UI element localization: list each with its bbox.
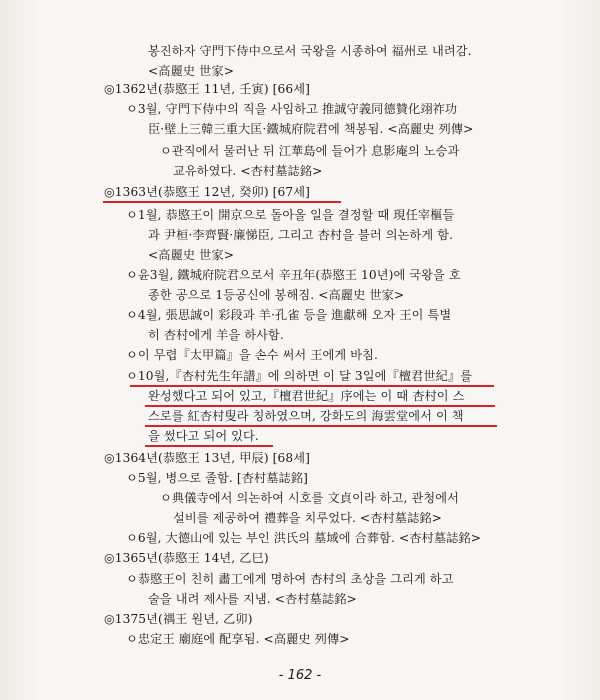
- highlighted-text-line: 완성했다고 되어 있고,『檀君世紀』序에는 이 때 杏村이 스: [148, 389, 465, 403]
- text-line: 과 尹桓·李齊賢·廉悌臣, 그리고 杏村을 불러 의논하게 함.: [148, 228, 454, 242]
- page-number: - 162 -: [278, 668, 322, 683]
- text-line: ㅇ윤3월, 鐵城府院君으로서 辛丑年(恭愍王 10년)에 국왕을 호: [126, 268, 461, 282]
- text-line: 교유하였다. <杏村墓誌銘>: [173, 164, 323, 178]
- red-underline: [145, 445, 273, 447]
- red-underline: [145, 425, 497, 427]
- text-line: 히 杏村에게 羊을 하사함.: [148, 328, 284, 342]
- text-line: ㅇ5월, 병으로 졸함. [杏村墓誌銘]: [126, 471, 308, 485]
- highlighted-text-line: 을 썼다고 되어 있다.: [148, 429, 259, 443]
- text-line: 설비를 제공하여 禮葬을 치루었다. <杏村墓誌銘>: [173, 511, 442, 525]
- year-heading-1375: ◎1375년(禑王 원년, 乙卯): [104, 612, 253, 626]
- text-line-source: <高麗史 世家>: [148, 248, 235, 262]
- year-heading-1362: ◎1362년(恭愍王 11년, 壬寅) [66세]: [104, 82, 310, 96]
- text-line: ㅇ관직에서 물러난 뒤 江華島에 들어가 息影庵의 노승과: [160, 144, 460, 158]
- text-line: ㅇ1월, 恭愍王이 開京으로 돌아올 일을 결정할 때 現任宰樞들: [126, 208, 455, 222]
- text-line: ㅇ6월, 大德山에 있는 부인 洪氏의 墓域에 合葬함. <杏村墓誌銘>: [126, 531, 481, 545]
- red-underline: [130, 385, 494, 387]
- text-line: ㅇ恭愍王이 친히 畵工에게 명하여 杏村의 초상을 그리게 하고: [126, 572, 454, 586]
- text-line: ㅇ忠定王 廟庭에 配享됨. <高麗史 列傳>: [126, 632, 350, 646]
- text-line: 봉진하자 守門下侍中으로서 국왕을 시종하여 福州로 내려감.: [148, 44, 472, 58]
- highlighted-text-line: 스로를 紅杏村叟라 칭하였으며, 강화도의 海雲堂에서 이 책: [148, 409, 464, 423]
- red-underline: [145, 405, 495, 407]
- red-underline: [103, 201, 341, 203]
- highlighted-text-line: ㅇ10월,『杏村先生年譜』에 의하면 이 달 3일에『檀君世紀』를: [126, 369, 473, 383]
- text-line: 종한 공으로 1등공신에 봉해짐. <高麗史 世家>: [148, 288, 405, 302]
- text-line: ㅇ이 무렵『太甲篇』을 손수 써서 王에게 바침.: [126, 348, 378, 362]
- text-line: ㅇ典儀寺에서 의논하여 시호를 文貞이라 하고, 관청에서: [160, 491, 459, 505]
- text-line: 술을 내려 제사를 지냄. <杏村墓誌銘>: [148, 592, 357, 606]
- text-line-source: <高麗史 世家>: [148, 64, 235, 78]
- text-line: ㅇ3월, 守門下侍中의 직을 사임하고 推誠守義同德贊化翊祚功: [126, 102, 458, 116]
- year-heading-1363: ◎1363년(恭愍王 12년, 癸卯) [67세]: [104, 185, 310, 199]
- text-line: 臣·壁上三韓三重大匡·鐵城府院君에 책봉됨. <高麗史 列傳>: [148, 122, 474, 136]
- text-line: ㅇ4월, 張思誠이 彩段과 羊·孔雀 등을 進獻해 오자 王이 특별: [126, 308, 452, 322]
- year-heading-1365: ◎1365년(恭愍王 14년, 乙巳): [104, 551, 269, 565]
- year-heading-1364: ◎1364년(恭愍王 13년, 甲辰) [68세]: [104, 451, 310, 465]
